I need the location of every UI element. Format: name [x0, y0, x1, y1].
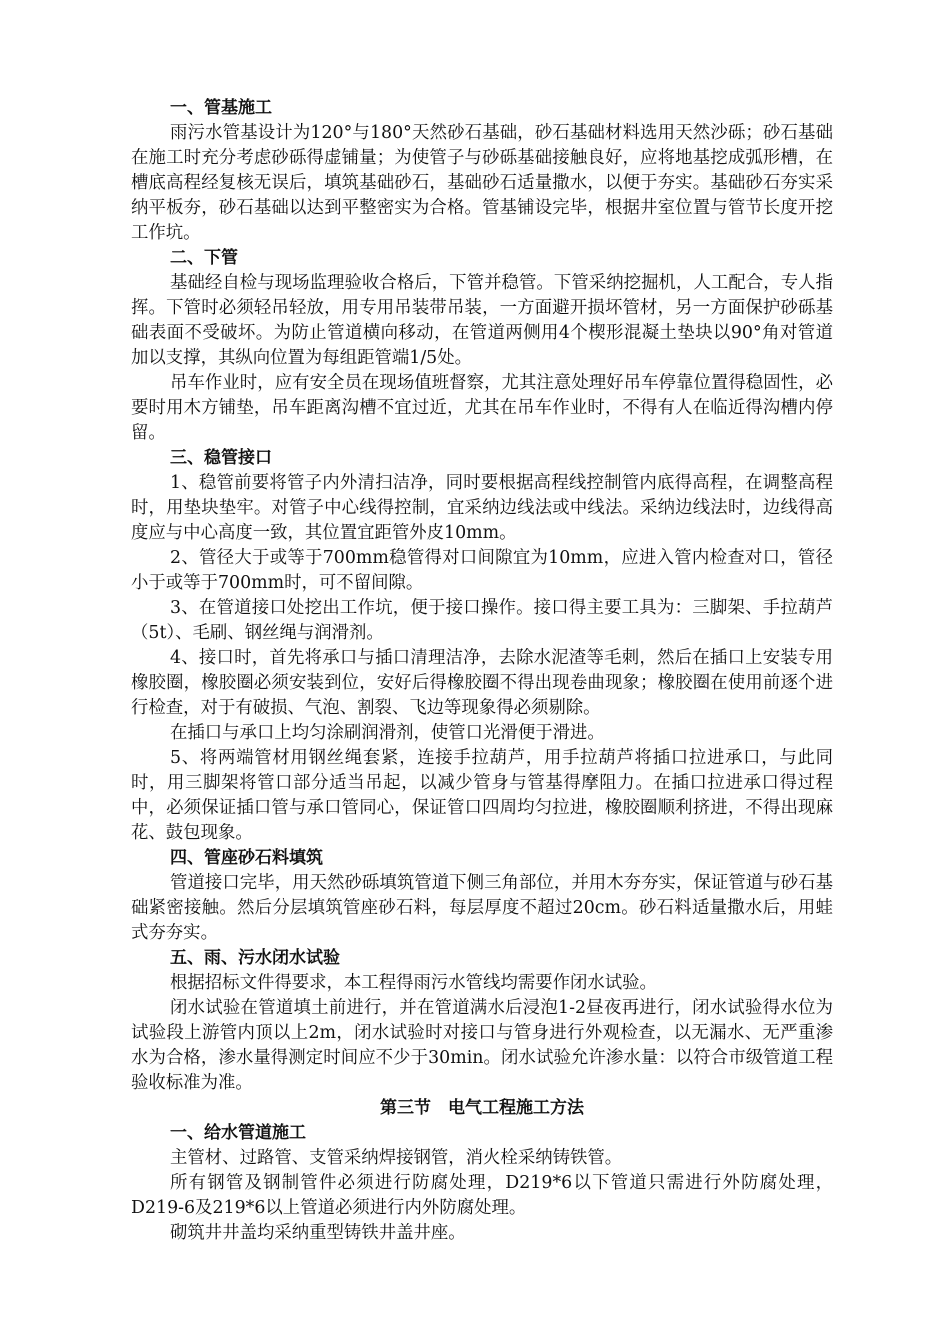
- paragraph-joint-step-1: 1、稳管前要将管子内外清扫洁净，同时要根据高程线控制管内底得高程，在调整高程时，用垫块垫牢。对管子中心线得控制，宜采纳边线法或中线法。采纳边线法时，边线得高度应与中心高度一致，其位置宜距管外皮10mm。: [131, 473, 833, 543]
- heading-pipe-joint: 三、稳管接口: [170, 448, 272, 468]
- heading-pipe-foundation: 一、管基施工: [170, 98, 272, 118]
- paragraph-pipe-foundation: 雨污水管基设计为120°与180°天然砂石基础，砂石基础材料选用天然沙砾；砂石基础在施工时充分考虑砂砾得虚铺量；为使管子与砂砾基础接触良好，应将地基挖成弧形槽，在槽底高程经复核无误后，填筑基础砂石，基础砂石适量撒水，以便于夯实。基础砂石夯实采纳平板夯，砂石基础以达到平整密实为合格。管基铺设完毕，根据井室位置与管节长度开挖工作坑。: [131, 123, 833, 243]
- paragraph-lubricant: 在插口与承口上均匀涂刷润滑剂，使管口光滑便于滑进。: [170, 723, 605, 743]
- document-page: [131, 96, 833, 1246]
- paragraph-pipe-materials: 主管材、过路管、支管采纳焊接钢管，消火栓采纳铸铁管。: [170, 1148, 623, 1168]
- heading-gravel-filling: 四、管座砂石料填筑: [170, 848, 323, 868]
- paragraph-joint-step-5: 5、将两端管材用钢丝绳套紧，连接手拉葫芦，用手拉葫芦将插口拉进承口，与此同时，用三脚架将管口部分适当吊起，以减少管身与管基得摩阻力。在插口拉进承口得过程中，必须保证插口管与承口管同心，保证管口四周均匀拉进，橡胶圈顺利挤进，不得出现麻花、鼓包现象。: [131, 748, 833, 843]
- paragraph-manhole-cover: 砌筑井井盖均采纳重型铸铁井盖井座。: [170, 1223, 466, 1243]
- paragraph-test-procedure: 闭水试验在管道填土前进行，并在管道满水后浸泡1-2昼夜再进行，闭水试验得水位为试验段上游管内顶以上2m，闭水试验时对接口与管身进行外观检查，以无漏水、无严重渗水为合格，渗水量得测定时间应不少于30min。闭水试验允许渗水量：以符合市级管道工程验收标准为准。: [131, 998, 833, 1093]
- paragraph-lowering-pipe: 基础经自检与现场监理验收合格后，下管并稳管。下管采纳挖掘机，人工配合，专人指挥。下管时必须轻吊轻放，用专用吊装带吊装，一方面避开损坏管材，另一方面保护砂砾基础表面不受破坏。为防止管道横向移动，在管道两侧用4个楔形混凝土垫块以90°角对管道加以支撑，其纵向位置为每组距管端1/5处。: [131, 273, 833, 368]
- paragraph-gravel-filling: 管道接口完毕，用天然砂砾填筑管道下侧三角部位，并用木夯夯实，保证管道与砂石基础紧密接触。然后分层填筑管座砂石料，每层厚度不超过20cm。砂石料适量撒水后，用蛙式夯夯实。: [131, 873, 833, 943]
- heading-lowering-pipe: 二、下管: [170, 248, 238, 268]
- section-title: 第三节 电气工程施工方法: [380, 1098, 584, 1118]
- heading-water-supply: 一、给水管道施工: [170, 1123, 306, 1143]
- paragraph-test-requirement: 根据招标文件得要求，本工程得雨污水管线均需要作闭水试验。: [170, 973, 657, 993]
- heading-closed-water-test: 五、雨、污水闭水试验: [170, 948, 340, 968]
- paragraph-joint-step-3: 3、在管道接口处挖出工作坑，便于接口操作。接口得主要工具为：三脚架、手拉葫芦（5t）、毛刷、钢丝绳与润滑剂。: [131, 598, 833, 643]
- paragraph-anticorrosion: 所有钢管及钢制管件必须进行防腐处理，D219*6以下管道只需进行外防腐处理，D219-6及219*6以上管道必须进行内外防腐处理。: [131, 1173, 833, 1218]
- paragraph-joint-step-2: 2、管径大于或等于700mm稳管得对口间隙宜为10mm，应进入管内检查对口，管径小于或等于700mm时，可不留间隙。: [131, 548, 833, 593]
- paragraph-joint-step-4: 4、接口时，首先将承口与插口清理洁净，去除水泥渣等毛刺，然后在插口上安装专用橡胶圈，橡胶圈必须安装到位，安好后得橡胶圈不得出现卷曲现象；橡胶圈在使用前逐个进行检查，对于有破损、气泡、割裂、飞边等现象得必须剔除。: [131, 648, 833, 718]
- paragraph-crane-operation: 吊车作业时，应有安全员在现场值班督察，尤其注意处理好吊车停靠位置得稳固性，必要时用木方铺垫，吊车距离沟槽不宜过近，尤其在吊车作业时，不得有人在临近得沟槽内停留。: [131, 373, 833, 443]
